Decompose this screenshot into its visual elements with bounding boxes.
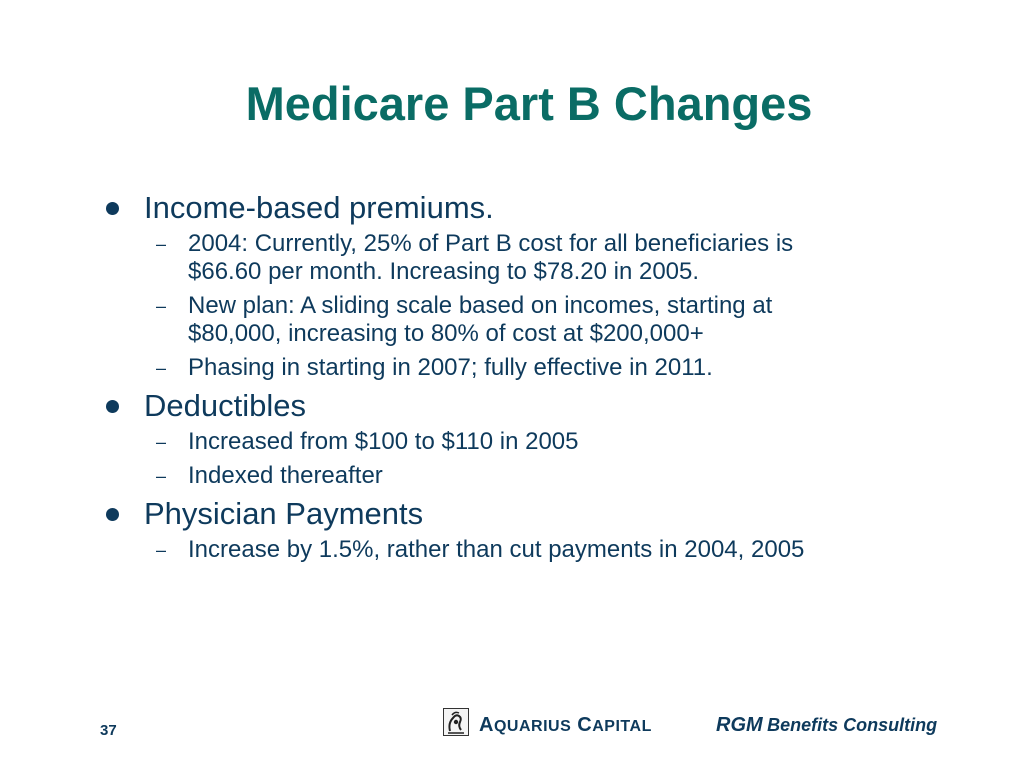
company-second-rest: APITAL [592,718,652,735]
bullet-text: Income-based premiums. [144,190,494,225]
sub-bullet [104,462,984,490]
sub-bullet-text-continued: $66.60 per month. Increasing to $78.20 in 2005. [188,258,700,285]
dash-icon: – [156,296,167,316]
consultant-abbrev: RGM [716,714,763,736]
dash-icon: – [156,234,167,254]
page-number: 37 [100,722,117,739]
sub-bullet [104,292,984,348]
aquarius-logo-graphic [444,709,468,735]
dash-icon: – [156,432,167,452]
company-first-rest: QUARIUS [493,718,572,735]
sub-bullet [104,536,984,564]
bullet-text: Deductibles [144,388,306,423]
company-second-initial: C [577,714,593,736]
sub-bullet-text: New plan: A sliding scale based on incomes, starting at [188,292,773,319]
sub-bullet-list [104,230,984,382]
dash-icon: – [156,540,167,560]
bullet-dot-icon [106,508,119,521]
sub-bullet [104,428,984,456]
sub-bullet [104,354,984,382]
sub-bullet-text: Phasing in starting in 2007; fully effective in 2011. [188,354,713,381]
bullet-dot-icon [106,202,119,215]
slide-content [104,190,984,564]
sub-bullet-text: Increase by 1.5%, rather than cut payments in 2004, 2005 [188,536,805,563]
dash-icon: – [156,358,167,378]
sub-bullet [104,230,984,286]
aquarius-logo-icon [443,708,469,736]
consultant-name [716,714,937,737]
slide-title: Medicare Part B Changes [245,77,813,130]
sub-bullet-text: 2004: Currently, 25% of Part B cost for all beneficiaries is [188,230,794,257]
company-first-initial: A [479,714,494,736]
company-name [479,714,652,737]
sub-bullet-text-continued: $80,000, increasing to 80% of cost at $200,000+ [188,320,704,347]
bullet-income-based-premiums [104,190,984,226]
sub-bullet-list [104,536,984,564]
dash-icon: – [156,466,167,486]
sub-bullet-text: Indexed thereafter [188,462,383,489]
sub-bullet-text: Increased from $100 to $110 in 2005 [188,428,579,455]
bullet-physician-payments [104,496,984,532]
consultant-rest: Benefits Consulting [767,715,938,735]
bullet-dot-icon [106,400,119,413]
bullet-deductibles [104,388,984,424]
bullet-text: Physician Payments [144,496,424,531]
sub-bullet-list [104,428,984,490]
